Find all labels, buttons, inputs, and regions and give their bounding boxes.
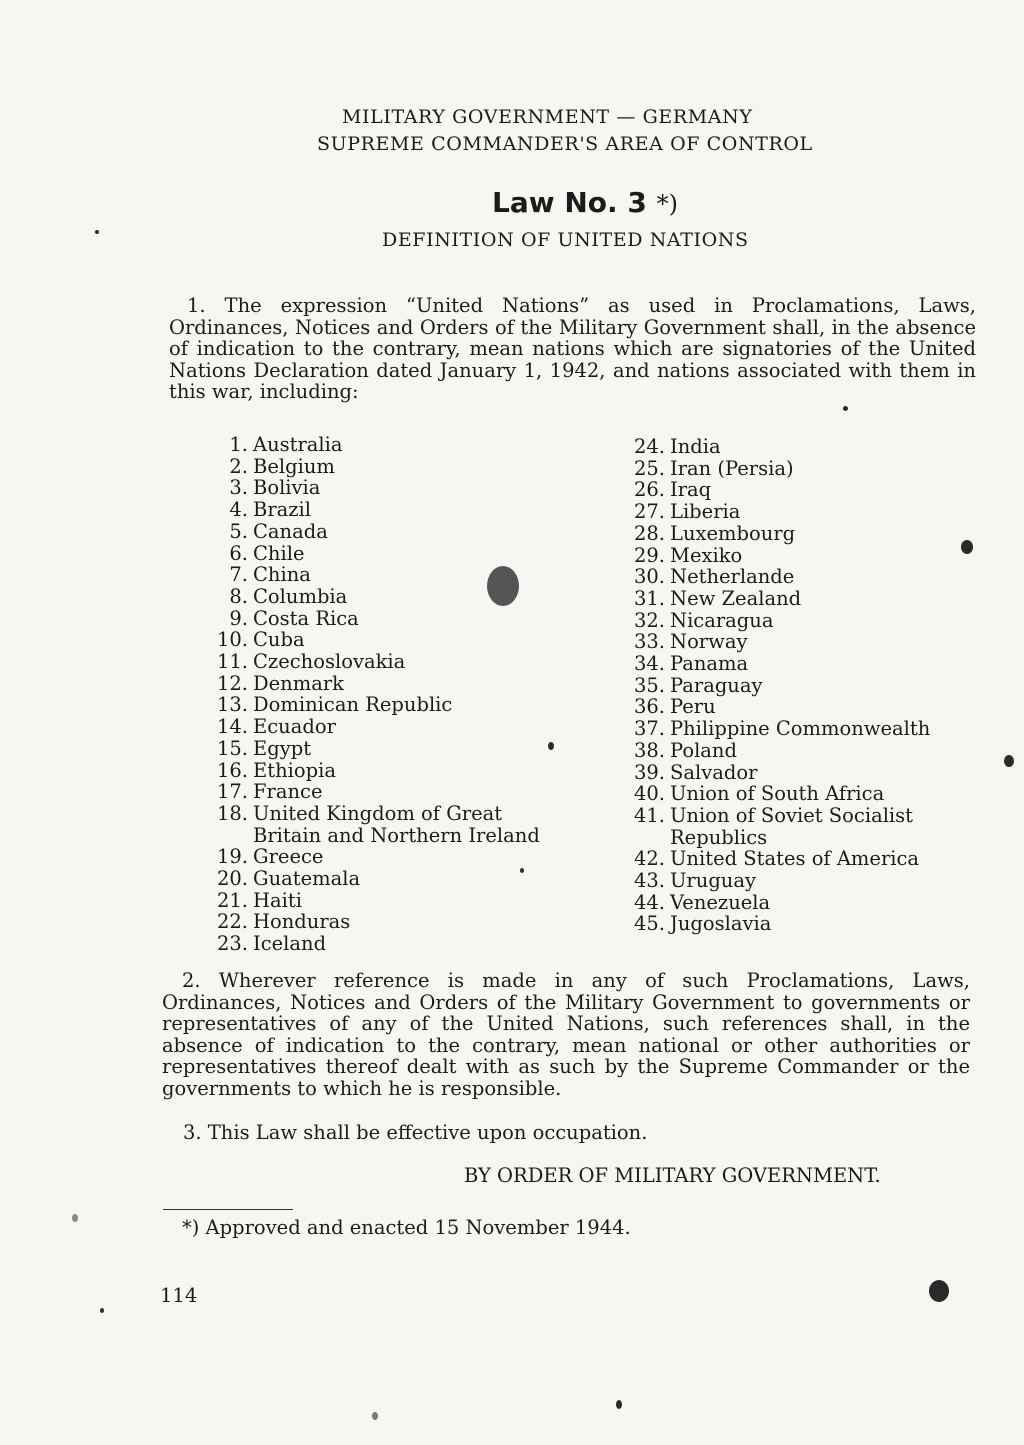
paragraph-1-text: 1. The expression “United Nations” as used in Proclamations, Laws, Ordinances, Notices and Orders of the Military Government shall, in the absence of indication to the contrary, mean nations which are signatories of the United Nations Declaration dated January 1, 1942, and nations associated with them in this war, including: bbox=[169, 294, 976, 403]
nation-name: Uruguay bbox=[670, 869, 756, 893]
nation-list-item bbox=[210, 716, 570, 738]
nation-number: 2. bbox=[229, 454, 248, 478]
nation-name: Panama bbox=[670, 652, 749, 676]
nation-name: United States of America bbox=[670, 847, 920, 871]
nation-name: Czechoslovakia bbox=[253, 650, 406, 674]
nation-list-item bbox=[627, 675, 957, 697]
nation-name: Union of Soviet Socialist Republics bbox=[670, 803, 914, 849]
signature-line: BY ORDER OF MILITARY GOVERNMENT. bbox=[464, 1164, 881, 1187]
nation-number: 9. bbox=[229, 606, 248, 630]
nation-name: Greece bbox=[253, 845, 324, 869]
nation-number: 35. bbox=[633, 673, 665, 697]
scan-speck bbox=[95, 230, 99, 234]
nation-name: Iran (Persia) bbox=[670, 456, 794, 480]
scan-speck bbox=[372, 1412, 378, 1420]
nation-list-item bbox=[210, 933, 570, 955]
nation-number: 4. bbox=[229, 498, 248, 522]
nation-name: Guatemala bbox=[253, 867, 361, 891]
paragraph-3: 3. This Law shall be effective upon occupation. bbox=[183, 1121, 648, 1144]
nation-list-item bbox=[627, 892, 957, 914]
law-title-text: Law No. 3 bbox=[492, 186, 647, 219]
nation-list-item bbox=[210, 868, 570, 890]
nation-number: 31. bbox=[633, 586, 665, 610]
nation-name: Iraq bbox=[670, 478, 712, 502]
nation-name: Norway bbox=[670, 630, 748, 654]
nation-name: Ethiopia bbox=[253, 758, 336, 782]
nation-number: 32. bbox=[633, 608, 665, 632]
nation-number: 23. bbox=[216, 932, 248, 956]
nation-list-item bbox=[627, 479, 957, 501]
nation-number: 42. bbox=[633, 847, 665, 871]
nation-name: Canada bbox=[253, 519, 328, 543]
nation-name: Bolivia bbox=[253, 476, 321, 500]
law-subtitle: DEFINITION OF UNITED NATIONS bbox=[382, 229, 749, 251]
nation-list-item bbox=[627, 458, 957, 480]
nation-list-item bbox=[210, 651, 570, 673]
nation-name: Belgium bbox=[253, 454, 335, 478]
nation-number: 17. bbox=[216, 780, 248, 804]
nation-number: 37. bbox=[633, 717, 665, 741]
nation-number: 29. bbox=[633, 543, 665, 567]
nations-list-left bbox=[210, 434, 570, 955]
nation-name: Philippine Commonwealth bbox=[670, 717, 931, 741]
nation-name: India bbox=[670, 435, 721, 458]
nation-list-item bbox=[627, 740, 957, 762]
nation-list-item bbox=[210, 694, 570, 716]
scan-speck bbox=[616, 1400, 622, 1409]
nation-number: 25. bbox=[633, 456, 665, 480]
nation-name: United Kingdom of Great Britain and Northern Ireland bbox=[253, 801, 540, 847]
nation-name: China bbox=[253, 563, 311, 587]
nation-name: Paraguay bbox=[670, 673, 763, 697]
paragraph-2-text: 2. Wherever reference is made in any of such Proclamations, Laws, Ordinances, Notices and Orders of the Military Government to governments or representatives of any of the United Nations, such references shall, in the absence of indication to the contrary, mean national or other authorities or representatives thereof dealt with as such by the Supreme Commander or the governments to which he is responsible. bbox=[162, 969, 970, 1100]
nation-number: 21. bbox=[216, 888, 248, 912]
nation-name: Netherlande bbox=[670, 565, 795, 589]
nation-name: Dominican Republic bbox=[253, 693, 453, 717]
nation-name: Denmark bbox=[253, 671, 344, 695]
nation-list-item bbox=[627, 805, 957, 848]
nation-name: France bbox=[253, 780, 323, 804]
nation-number: 5. bbox=[229, 519, 248, 543]
nation-name: Luxembourg bbox=[670, 521, 796, 545]
nation-name: Jugoslavia bbox=[670, 912, 772, 936]
nation-name: Union of South Africa bbox=[670, 782, 885, 806]
page-number: 114 bbox=[160, 1284, 198, 1307]
scan-speck bbox=[520, 868, 524, 873]
scan-speck bbox=[843, 406, 848, 411]
nation-name: Egypt bbox=[253, 736, 312, 760]
nations-list-right bbox=[627, 436, 957, 935]
nation-number: 26. bbox=[633, 478, 665, 502]
scan-speck bbox=[929, 1280, 949, 1302]
nation-list-item bbox=[627, 783, 957, 805]
nation-name: New Zealand bbox=[670, 586, 802, 610]
nation-number: 41. bbox=[633, 803, 665, 827]
paragraph-1 bbox=[169, 295, 976, 403]
nation-list-item bbox=[627, 913, 957, 935]
nation-number: 11. bbox=[216, 650, 248, 674]
nation-list-item bbox=[627, 523, 957, 545]
scan-speck bbox=[548, 742, 554, 750]
nation-name: Columbia bbox=[253, 584, 348, 608]
nation-list-item bbox=[627, 653, 957, 675]
nation-name: Liberia bbox=[670, 500, 741, 524]
nation-list-item bbox=[627, 566, 957, 588]
nation-list-item bbox=[210, 760, 570, 782]
nation-number: 20. bbox=[216, 867, 248, 891]
nation-list-item bbox=[210, 803, 570, 846]
law-title-footnote-mark: *) bbox=[656, 190, 679, 218]
nation-number: 8. bbox=[229, 584, 248, 608]
nation-list-item bbox=[210, 543, 570, 565]
nation-name: Honduras bbox=[253, 910, 351, 934]
nation-number: 18. bbox=[216, 801, 248, 825]
nation-number: 40. bbox=[633, 782, 665, 806]
nation-number: 36. bbox=[633, 695, 665, 719]
nation-list-item bbox=[627, 696, 957, 718]
nation-list-item bbox=[210, 781, 570, 803]
nation-number: 39. bbox=[633, 760, 665, 784]
footnote: *) Approved and enacted 15 November 1944. bbox=[182, 1216, 631, 1239]
nation-number: 38. bbox=[633, 738, 665, 762]
nation-number: 15. bbox=[216, 736, 248, 760]
nation-list-item bbox=[210, 673, 570, 695]
nation-list-item bbox=[627, 545, 957, 567]
scan-speck bbox=[72, 1214, 78, 1222]
nation-name: Australia bbox=[253, 433, 343, 456]
nation-list-item bbox=[210, 738, 570, 760]
nation-number: 19. bbox=[216, 845, 248, 869]
law-title bbox=[492, 186, 678, 219]
paragraph-2 bbox=[162, 970, 970, 1099]
footnote-rule bbox=[163, 1209, 293, 1210]
nation-name: Salvador bbox=[670, 760, 758, 784]
nation-number: 45. bbox=[633, 912, 665, 936]
nation-name: Brazil bbox=[253, 498, 312, 522]
nation-list-item bbox=[627, 501, 957, 523]
nation-name: Chile bbox=[253, 541, 305, 565]
nation-name: Iceland bbox=[253, 932, 327, 956]
nation-number: 43. bbox=[633, 869, 665, 893]
nation-number: 27. bbox=[633, 500, 665, 524]
scan-speck bbox=[100, 1308, 104, 1313]
nation-number: 30. bbox=[633, 565, 665, 589]
nation-name: Cuba bbox=[253, 628, 305, 652]
nation-name: Peru bbox=[670, 695, 716, 719]
nation-name: Venezuela bbox=[670, 890, 771, 914]
nation-name: Nicaragua bbox=[670, 608, 774, 632]
header-line-1: MILITARY GOVERNMENT — GERMANY bbox=[342, 106, 753, 128]
nation-list-item bbox=[210, 456, 570, 478]
nation-name: Costa Rica bbox=[253, 606, 359, 630]
nation-list-item bbox=[210, 911, 570, 933]
nation-number: 13. bbox=[216, 693, 248, 717]
nation-name: Poland bbox=[670, 738, 737, 762]
nation-number: 7. bbox=[229, 563, 248, 587]
nation-list-item bbox=[627, 870, 957, 892]
nation-number: 24. bbox=[633, 435, 665, 458]
nation-list-item bbox=[210, 434, 570, 456]
nation-list-item bbox=[627, 631, 957, 653]
header-line-2: SUPREME COMMANDER'S AREA OF CONTROL bbox=[317, 133, 813, 155]
nation-number: 16. bbox=[216, 758, 248, 782]
nation-list-item bbox=[210, 629, 570, 651]
nation-list-item bbox=[627, 718, 957, 740]
nation-list-item bbox=[210, 890, 570, 912]
nation-number: 33. bbox=[633, 630, 665, 654]
nation-number: 3. bbox=[229, 476, 248, 500]
nation-list-item bbox=[210, 846, 570, 868]
scan-speck bbox=[961, 540, 973, 554]
scan-speck bbox=[1004, 755, 1014, 767]
nation-number: 28. bbox=[633, 521, 665, 545]
nation-list-item bbox=[627, 436, 957, 458]
nation-number: 10. bbox=[216, 628, 248, 652]
nation-list-item bbox=[210, 608, 570, 630]
nation-number: 14. bbox=[216, 715, 248, 739]
nation-list-item bbox=[627, 762, 957, 784]
ink-blot bbox=[487, 566, 519, 606]
nation-name: Ecuador bbox=[253, 715, 336, 739]
nation-list-item bbox=[627, 588, 957, 610]
nation-number: 22. bbox=[216, 910, 248, 934]
nation-list-item bbox=[210, 477, 570, 499]
nation-name: Mexiko bbox=[670, 543, 743, 567]
nation-name: Haiti bbox=[253, 888, 302, 912]
nation-list-item bbox=[210, 499, 570, 521]
nation-number: 12. bbox=[216, 671, 248, 695]
nation-number: 34. bbox=[633, 652, 665, 676]
nation-number: 1. bbox=[229, 433, 248, 456]
nation-list-item bbox=[627, 848, 957, 870]
nation-list-item bbox=[627, 610, 957, 632]
nation-list-item bbox=[210, 521, 570, 543]
nation-number: 44. bbox=[633, 890, 665, 914]
nation-number: 6. bbox=[229, 541, 248, 565]
